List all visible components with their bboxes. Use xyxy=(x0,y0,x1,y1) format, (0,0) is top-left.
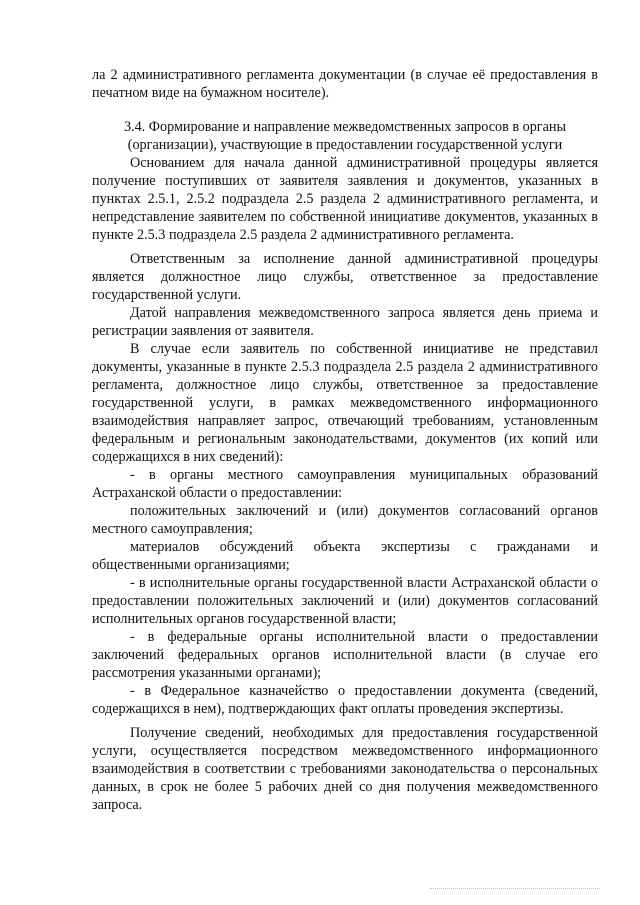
list-item-treasury: - в Федеральное казначейство о предоставлении документа (сведений, содержащихся в нем), подтверждающих факт оплаты проведения экспертизы. xyxy=(92,683,598,717)
list-item-exec: - в исполнительные органы государственной власти Астраханской области о предоставлении положительных заключений и (или) документов согласований исполнительных органов государственной власти; xyxy=(92,575,598,627)
list-item-local-a: положительных заключений и (или) документов согласований органов местного самоуправления; xyxy=(92,503,598,537)
section-title: 3.4. Формирование и направление межведомственных запросов в органы (организации), участвующие в предоставлении государственной услуги xyxy=(123,119,567,153)
paragraph-case: В случае если заявитель по собственной инициативе не представил документы, указанные в пункте 2.5.3 подраздела 2.5 раздела 2 административного регламента, должностное лицо службы, ответственное за предоставление государственной услуги, в рамках межведомственного информационного взаимодействия направляет запрос, отвечающий требованиям, установленным федеральным и региональным законодательствами, документов (их копий или содержащихся в них сведений): xyxy=(92,341,598,465)
scan-artifact-line xyxy=(430,888,600,893)
paragraph-intro: ла 2 административного регламента документации (в случае её предоставления в печатном виде на бумажном носителе). xyxy=(92,67,598,101)
paragraph-responsible: Ответственным за исполнение данной административной процедуры является должностное лицо службы, ответственное за предоставление государственной услуги. xyxy=(92,251,598,303)
list-item-local-b: материалов обсуждений объекта экспертизы с гражданами и общественными организациями; xyxy=(92,539,598,573)
paragraph-receipt: Получение сведений, необходимых для предоставления государственной услуги, осуществляется посредством межведомственного информационного взаимодействия в соответствии с требованиями законодательства о персональных данных, в срок не более 5 рабочих дней со дня получения межведомственного запроса. xyxy=(92,725,598,813)
list-item-federal: - в федеральные органы исполнительной власти о предоставлении заключений федеральных органов исполнительной власти (в случае его рассмотрения указанными органами); xyxy=(92,629,598,681)
document-body xyxy=(92,66,598,814)
list-item-local: - в органы местного самоуправления муниципальных образований Астраханской области о предоставлении: xyxy=(92,467,598,501)
paragraph-basis: Основанием для начала данной административной процедуры является получение поступивших от заявителя заявления и документов, указанных в пунктах 2.5.1, 2.5.2 подраздела 2.5 раздела 2 административного регламента, и непредставление заявителем по собственной инициативе документов, указанных в пункте 2.5.3 подраздела 2.5 раздела 2 административного регламента. xyxy=(92,155,598,243)
paragraph-date: Датой направления межведомственного запроса является день приема и регистрации заявления от заявителя. xyxy=(92,305,598,339)
